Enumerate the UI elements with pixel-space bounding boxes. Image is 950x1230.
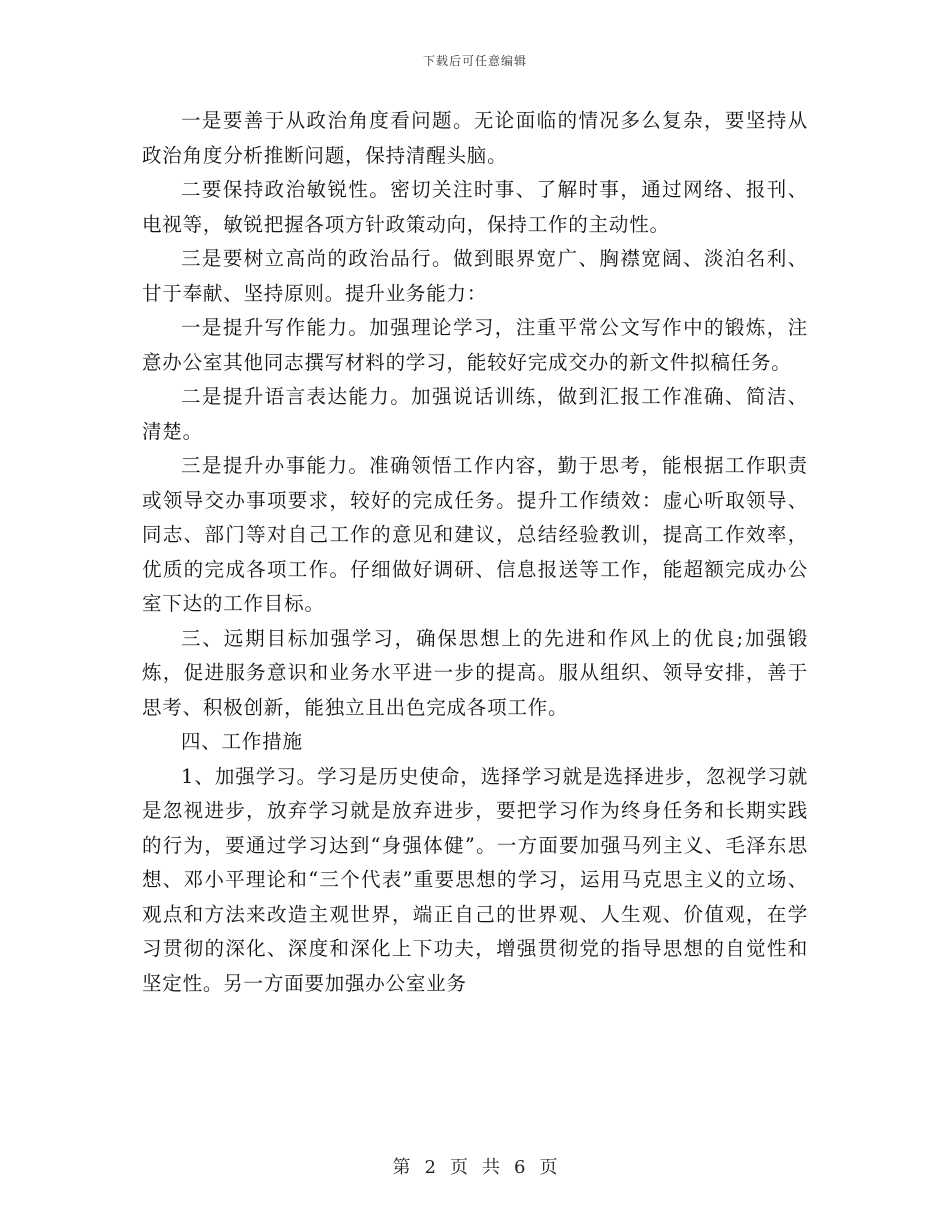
page-label-suffix: 页	[539, 1157, 558, 1178]
paragraph: 三是要树立高尚的政治品行。做到眼界宽广、胸襟宽阔、淡泊名利、甘于奉献、坚持原则。提升业务能力：	[142, 247, 808, 305]
current-page-number: 2	[424, 1157, 436, 1178]
page-label-prefix: 第	[392, 1157, 411, 1178]
paragraph: 三是提升办事能力。准确领悟工作内容，勤于思考，能根据工作职责或领导交办事项要求，较好的完成任务。提升工作绩效：虚心听取领导、同志、部门等对自己工作的意见和建议，总结经验教训，提高工作效率，优质的完成各项工作。仔细做好调研、信息报送等工作，能超额完成办公室下达的工作目标。	[142, 454, 808, 615]
paragraph: 二是提升语言表达能力。加强说话训练，做到汇报工作准确、简洁、清楚。	[142, 385, 808, 443]
page-label-mid: 页	[450, 1157, 468, 1178]
section-heading: 四、工作措施	[181, 730, 303, 753]
paragraph: 三、远期目标加强学习，确保思想上的先进和作风上的优良;加强锻炼，促进服务意识和业务水平进一步的提高。服从组织、领导安排，善于思考、积极创新，能独立且出色完成各项工作。	[142, 626, 808, 719]
header-editable-note: 下载后可任意编辑	[422, 54, 527, 68]
total-label: 共	[482, 1157, 500, 1178]
paragraph: 1、加强学习。学习是历史使命，选择学习就是选择进步，忽视学习就是忽视进步，放弃学习就是放弃进步，要把学习作为终身任务和长期实践的行为，要通过学习达到“身强体健”。一方面要加强马列主义、毛泽东思想、邓小平理论和“三个代表”重要思想的学习，运用马克思主义的立场、观点和方法来改造主观世界，端正自己的世界观、人生观、价值观，在学习贯彻的深化、深度和深化上下功夫，增强贯彻党的指导思想的自觉性和坚定性。另一方面要加强办公室业务	[142, 764, 808, 995]
page-footer	[0, 1153, 950, 1179]
paragraph: 一是要善于从政治角度看问题。无论面临的情况多么复杂，要坚持从政治角度分析推断问题，保持清醒头脑。	[142, 109, 808, 167]
total-page-number: 6	[514, 1157, 526, 1178]
paragraph: 一是提升写作能力。加强理论学习，注重平常公文写作中的锻炼，注意办公室其他同志撰写材料的学习，能较好完成交办的新文件拟稿任务。	[142, 316, 808, 374]
document-body	[142, 104, 808, 1001]
paragraph: 二要保持政治敏锐性。密切关注时事、了解时事，通过网络、报刊、电视等，敏锐把握各项方针政策动向，保持工作的主动性。	[142, 178, 808, 236]
